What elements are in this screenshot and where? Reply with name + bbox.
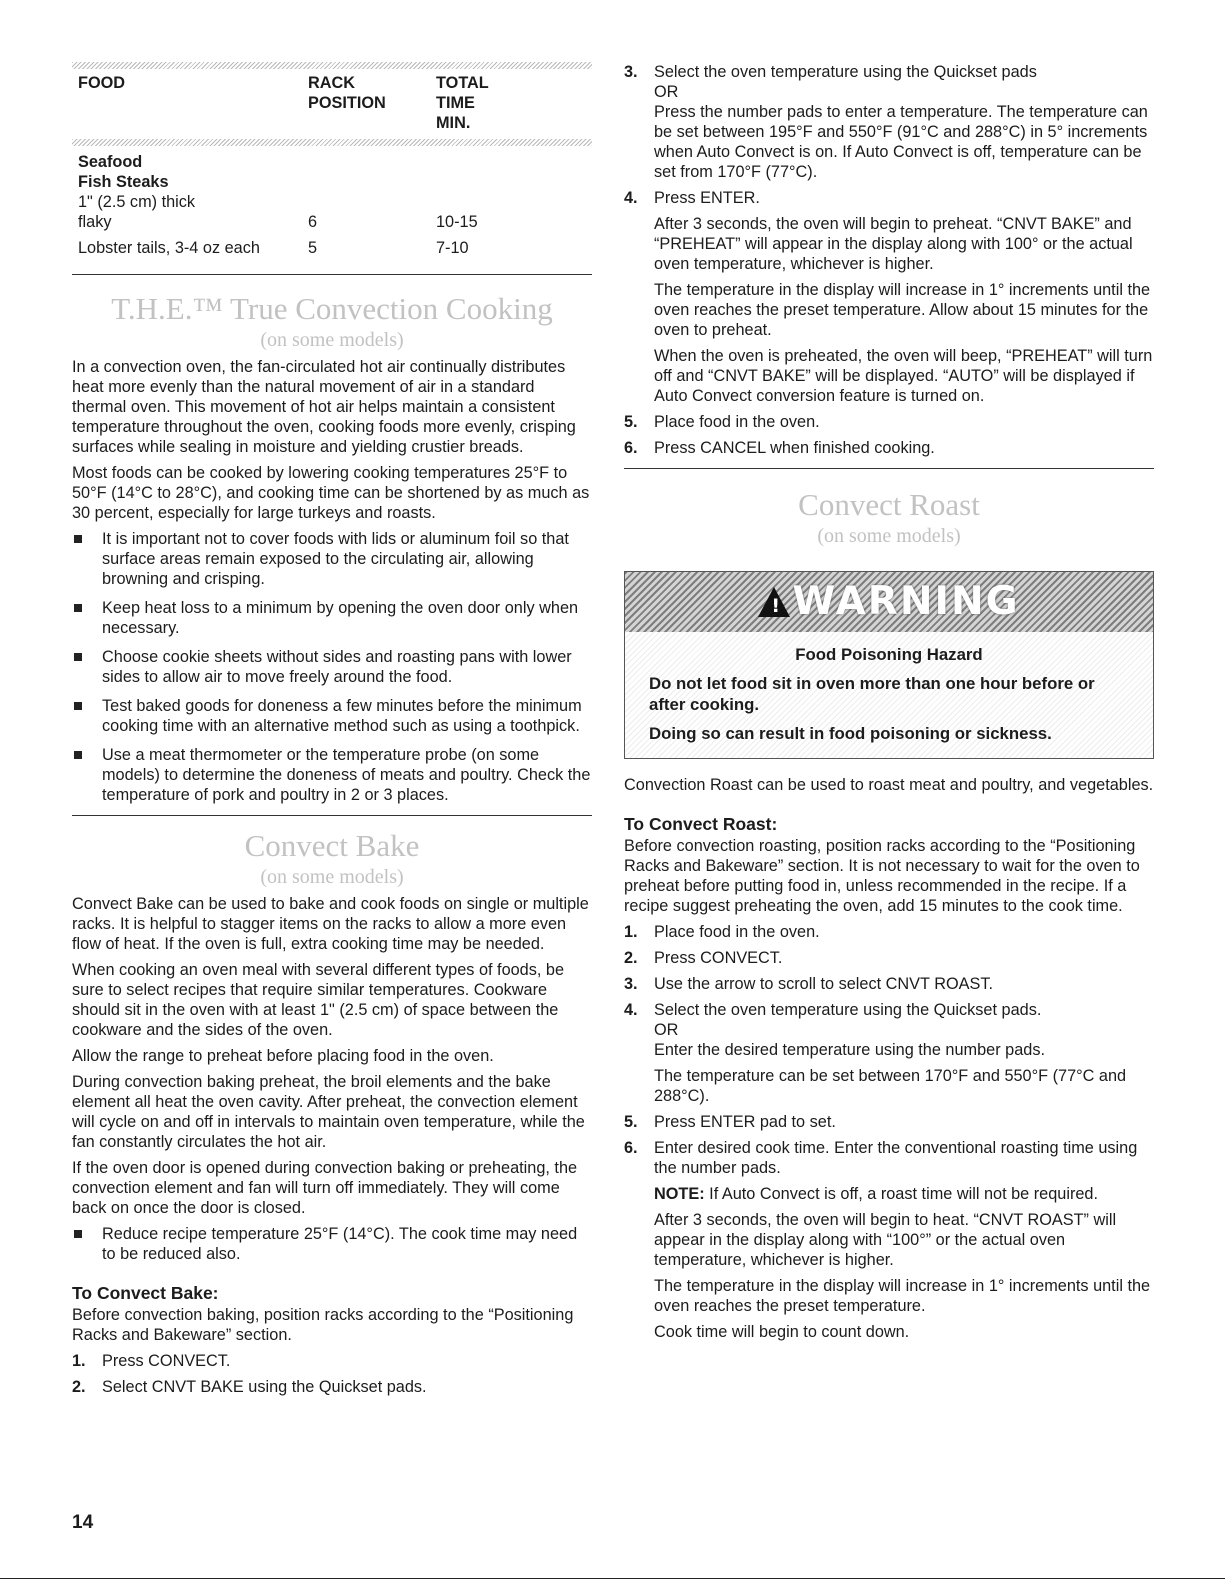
step-text: Select CNVT BAKE using the Quickset pads. — [102, 1378, 427, 1396]
right-column — [624, 62, 1154, 1348]
convect-bake-subtitle: (on some models) — [260, 866, 404, 888]
bullet-square-icon — [74, 653, 82, 661]
table-cell-food: 1" (2.5 cm) thick — [78, 193, 196, 211]
step-text: After 3 seconds, the oven will begin to preheat. “CNVT BAKE” and “PREHEAT” will appear in the display along with 100° or the actual oven temperature, whichever is higher. — [654, 215, 1133, 273]
list-item-text: It is important not to cover foods with lids or aluminum foil so that surface areas remain exposed to the circulating air, allowing browning and crisping. — [102, 530, 569, 588]
bake-steps-continued — [624, 62, 1154, 458]
page-bottom-rule — [0, 1578, 1225, 1579]
paragraph: Convect Bake can be used to bake and cook foods on single or multiple racks. It is helpful to stagger items on the racks to allow a more even flow of heat. If the oven is full, extra cooking time may be needed. — [72, 895, 589, 953]
step-item — [624, 948, 1154, 968]
step-text: Press ENTER. — [654, 189, 760, 207]
paragraph: Allow the range to preheat before placing food in the oven. — [72, 1047, 494, 1065]
step-text: Select the oven temperature using the Quickset pads — [654, 63, 1037, 81]
note-text: If Auto Convect is off, a roast time will not be required. — [704, 1185, 1099, 1203]
step-or: OR — [654, 1021, 679, 1039]
step-item — [624, 412, 1154, 432]
page-number: 14 — [72, 1512, 94, 1533]
section-divider — [72, 274, 592, 275]
paragraph: In a convection oven, the fan-circulated hot air continually distributes heat more evenly than the natural movement of air in a standard thermal oven. This movement of hot air helps maintain a consistent temperature throughout the oven, cooking foods more evenly, crisping surfaces while sealing in moisture and yielding crustier breads. — [72, 358, 576, 456]
step-text: Press ENTER pad to set. — [654, 1113, 836, 1131]
convect-roast-heading: To Convect Roast: — [624, 814, 778, 834]
warning-label — [758, 579, 1019, 624]
warning-header — [625, 572, 1153, 632]
warning-box — [624, 571, 1154, 759]
header-time — [436, 69, 592, 139]
step-number: 4. — [624, 189, 638, 207]
bullet-square-icon — [74, 604, 82, 612]
paragraph: During convection baking preheat, the broil elements and the bake element all heat the oven cavity. After preheat, the convection element will cycle on and off in intervals to maintain oven temperature, while the fan constantly circulates the hot air. — [72, 1073, 585, 1151]
step-text: Place food in the oven. — [654, 413, 820, 431]
step-text: After 3 seconds, the oven will begin to heat. “CNVT ROAST” will appear in the display along with “100°” or the actual oven temperature, whichever is higher. — [654, 1211, 1117, 1269]
cooking-table — [72, 69, 592, 258]
table-cell-rack: 6 — [308, 213, 318, 231]
step-item — [624, 1000, 1154, 1106]
table-subgroup: Fish Steaks — [78, 173, 169, 191]
table-row — [72, 238, 592, 258]
header-food-text: FOOD — [78, 74, 126, 92]
list-item-text: Use a meat thermometer or the temperature probe (on some models) to determine the doneness of meats and poultry. Check the temperature of pork and poultry in 2 or 3 places. — [102, 746, 591, 804]
convect-roast-subtitle: (on some models) — [817, 525, 961, 547]
step-item — [624, 1112, 1154, 1132]
step-text: Press CANCEL when finished cooking. — [654, 439, 935, 457]
section-divider — [624, 468, 1154, 469]
step-text: The temperature in the display will increase in 1° increments until the oven reaches the preset temperature. Allow about 15 minutes for the oven to preheat. — [654, 281, 1151, 339]
table-header-row — [72, 69, 592, 139]
tips-list — [72, 529, 592, 805]
warning-triangle-icon — [758, 587, 790, 617]
paragraph: Before convection roasting, position racks according to the “Positioning Racks and Bakeware” section. It is not necessary to wait for the oven to preheat before putting food in, unless recommended in the recipe. If a recipe suggest preheating the oven, add 15 minutes to the cook time. — [624, 837, 1140, 915]
true-convection-subtitle: (on some models) — [260, 329, 404, 351]
list-item — [72, 598, 592, 638]
paragraph: When cooking an oven meal with several different types of foods, be sure to select recipes that require similar temperatures. Cookware should sit in the oven with at least 1" (2.5 cm) of space between the cookware and the sides of the oven. — [72, 961, 565, 1039]
step-item — [624, 1138, 1154, 1342]
warning-exclamation: ! — [771, 595, 783, 617]
paragraph: Convection Roast can be used to roast meat and poultry, and vegetables. — [624, 776, 1154, 794]
step-or: OR — [654, 83, 679, 101]
warning-line: Do not let food sit in oven more than one hour before or after cooking. — [649, 674, 1095, 714]
warning-body — [625, 632, 1153, 758]
table-cell-food: flaky — [78, 213, 112, 231]
true-convection-title: T.H.E.™ True Convection Cooking — [111, 291, 553, 326]
left-column — [72, 62, 592, 1403]
convect-roast-title: Convect Roast — [798, 487, 980, 522]
step-item — [624, 438, 1154, 458]
header-food — [72, 69, 308, 139]
bullet-square-icon — [74, 535, 82, 543]
table-top-hatch — [72, 62, 592, 69]
table-group: Seafood — [78, 153, 143, 171]
step-number: 2. — [72, 1378, 86, 1396]
step-text: Select the oven temperature using the Quickset pads. — [654, 1001, 1042, 1019]
step-number: 6. — [624, 439, 638, 457]
table-cell-time: 7-10 — [436, 239, 469, 257]
convect-bake-heading: To Convect Bake: — [72, 1283, 219, 1303]
table-cell-time: 10-15 — [436, 213, 478, 231]
step-text: The temperature in the display will increase in 1° increments until the oven reaches the preset temperature. — [654, 1277, 1151, 1315]
bullet-square-icon — [74, 702, 82, 710]
step-text: Press CONVECT. — [654, 949, 783, 967]
table-cell-time — [436, 192, 592, 212]
list-item-text: Reduce recipe temperature 25°F (14°C). The cook time may need to be reduced also. — [102, 1225, 578, 1263]
list-item — [72, 745, 592, 805]
step-text: Enter desired cook time. Enter the conventional roasting time using the number pads. — [654, 1139, 1138, 1177]
bake-steps-list — [72, 1351, 592, 1397]
step-number: 4. — [624, 1001, 638, 1019]
step-text: Enter the desired temperature using the number pads. — [654, 1041, 1045, 1059]
paragraph: Most foods can be cooked by lowering cooking temperatures 25°F to 50°F (14°C to 28°C), and cooking time can be shortened by as much as 30 percent, especially for large turkeys and roasts. — [72, 464, 590, 522]
step-number: 1. — [624, 923, 638, 941]
step-number: 3. — [624, 975, 638, 993]
paragraph: Before convection baking, position racks according to the “Positioning Racks and Bakeware” section. — [72, 1306, 574, 1344]
step-text: The temperature can be set between 170°F and 550°F (77°C and 288°C). — [654, 1067, 1127, 1105]
table-cell-rack: 5 — [308, 239, 318, 257]
step-number: 5. — [624, 413, 638, 431]
step-text: Press CONVECT. — [102, 1352, 231, 1370]
bullet-square-icon — [74, 751, 82, 759]
table-mid-hatch — [72, 139, 592, 146]
step-item — [624, 62, 1154, 182]
step-number: 5. — [624, 1113, 638, 1131]
step-note — [654, 1184, 1154, 1204]
step-item — [72, 1351, 592, 1371]
step-text: When the oven is preheated, the oven will beep, “PREHEAT” will turn off and “CNVT BAKE” will be displayed. “AUTO” will be displayed if Auto Convect conversion feature is turned on. — [654, 347, 1153, 405]
header-rack-text: RACK POSITION — [308, 74, 386, 112]
list-item — [72, 647, 592, 687]
table-cell-food: Lobster tails, 3-4 oz each — [78, 239, 260, 257]
step-number: 1. — [72, 1352, 86, 1370]
step-item — [72, 1377, 592, 1397]
step-item — [624, 974, 1154, 994]
header-rack — [308, 69, 436, 139]
roast-steps-list — [624, 922, 1154, 1342]
step-item — [624, 188, 1154, 406]
warning-line: Doing so can result in food poisoning or sickness. — [649, 724, 1052, 743]
bullet-square-icon — [74, 1230, 82, 1238]
warning-word: WARNING — [792, 579, 1020, 624]
header-time-text: TOTAL TIME MIN. — [436, 74, 489, 132]
warning-hazard: Food Poisoning Hazard — [795, 645, 983, 664]
table-row — [72, 192, 592, 212]
list-item-text: Keep heat loss to a minimum by opening the oven door only when necessary. — [102, 599, 579, 637]
convect-bake-title: Convect Bake — [244, 828, 420, 863]
step-text: Use the arrow to scroll to select CNVT ROAST. — [654, 975, 993, 993]
table-row — [72, 212, 592, 238]
step-text: Place food in the oven. — [654, 923, 820, 941]
step-item — [624, 922, 1154, 942]
paragraph: If the oven door is opened during convection baking or preheating, the convection element and fan will turn off immediately. They will come back on once the door is closed. — [72, 1159, 578, 1217]
table-cell-rack — [308, 192, 436, 212]
list-item — [72, 696, 592, 736]
list-item — [72, 1224, 592, 1264]
step-number: 2. — [624, 949, 638, 967]
step-text: Press the number pads to enter a temperature. The temperature can be set between 195°F and 550°F (91°C and 288°C) in 5° increments when Auto Convect is on. If Auto Convect is off, temperature can be set from 170°F (77°C). — [654, 103, 1148, 181]
step-number: 3. — [624, 63, 638, 81]
list-item — [72, 529, 592, 589]
list-item-text: Test baked goods for doneness a few minutes before the minimum cooking time with an alternative method such as using a toothpick. — [102, 697, 582, 735]
step-text: Cook time will begin to count down. — [654, 1323, 910, 1341]
bake-tips-list — [72, 1224, 592, 1264]
section-divider — [72, 815, 592, 816]
step-number: 6. — [624, 1139, 638, 1157]
note-label: NOTE: — [654, 1185, 705, 1203]
list-item-text: Choose cookie sheets without sides and roasting pans with lower sides to allow air to move freely around the food. — [102, 648, 572, 686]
